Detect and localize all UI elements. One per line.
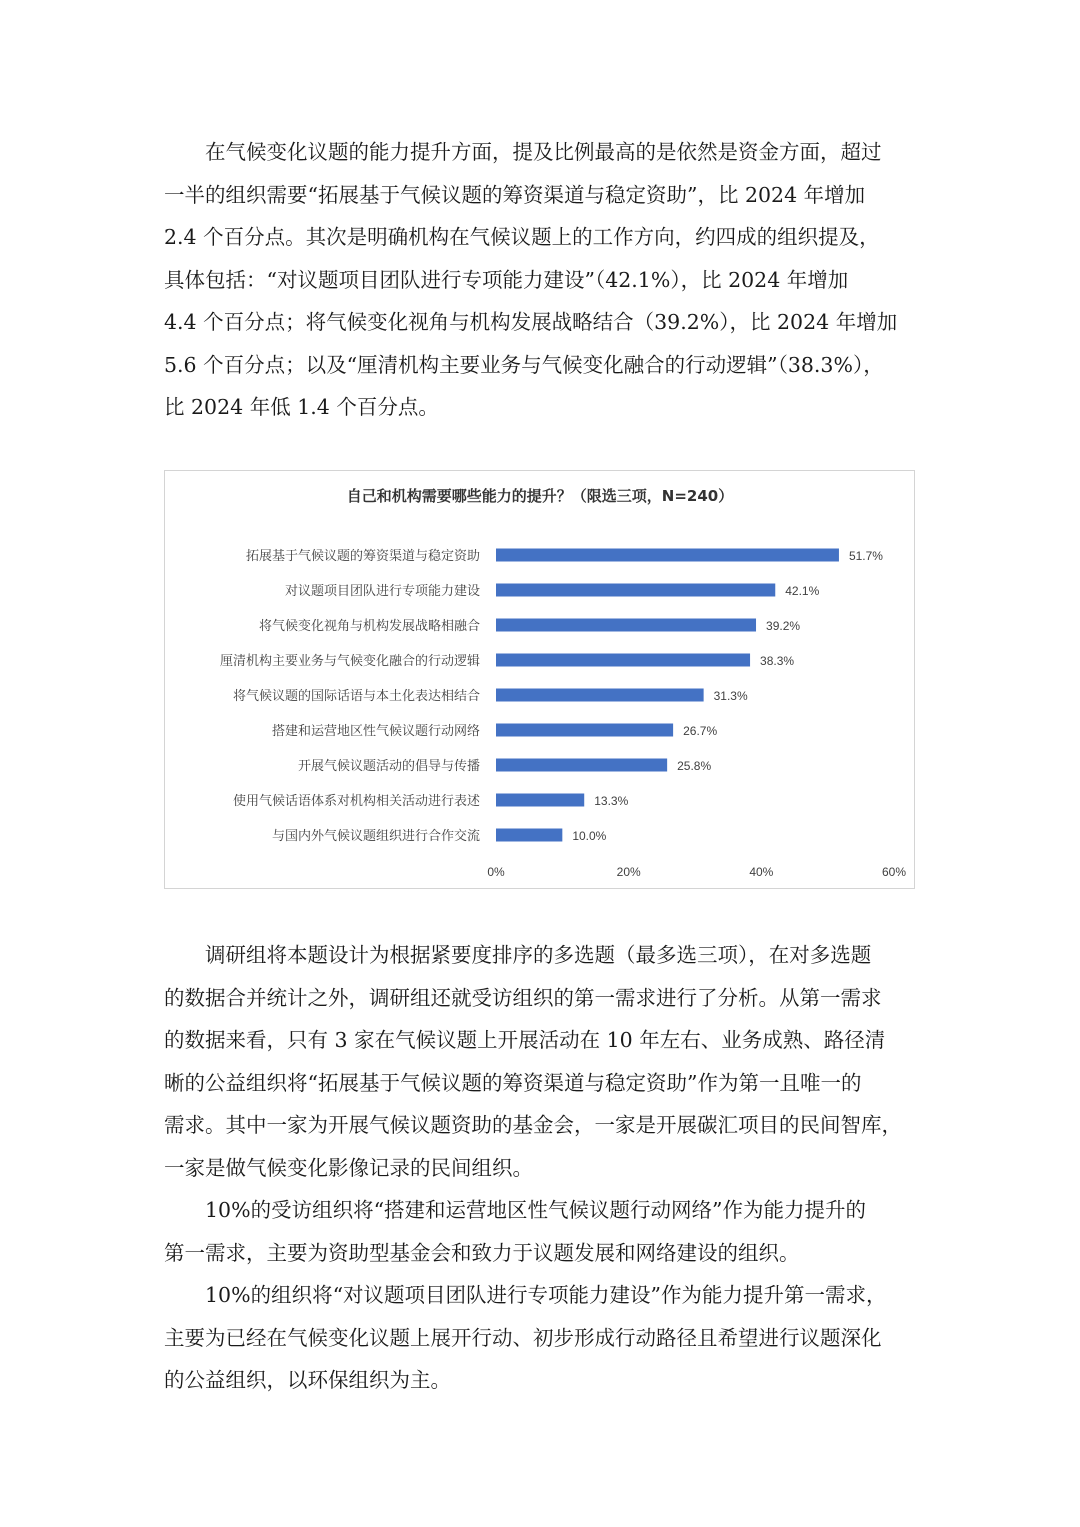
bar-chart-container [164,470,915,889]
text-line: 5.6 个百分点；以及“厘清机构主要业务与气候变化融合的行动逻辑”（38.3%）， [164,352,884,377]
chart-title: 自己和机构需要哪些能力的提升？（限选三项，N=240） [346,487,734,505]
bar [496,549,839,562]
value-label: 13.3% [594,794,629,808]
bar [496,689,704,702]
category-label: 对议题项目团队进行专项能力建设 [284,584,480,599]
value-label: 10.0% [572,829,607,843]
text-line: 的数据来看，只有 3 家在气候议题上开展活动在 10 年左右、业务成熟、路径清 [164,1028,886,1052]
text-line: 第一需求，主要为资助型基金会和致力于议题发展和网络建设的组织。 [164,1240,800,1265]
value-label: 26.7% [683,724,718,738]
category-label: 搭建和运营地区性气候议题行动网络 [271,724,480,739]
text-line: 具体包括：“对议题项目团队进行专项能力建设”（42.1%），比 2024 年增加 [164,267,849,292]
text-line: 一家是做气候变化影像记录的民间组织。 [164,1155,533,1180]
text-line: 调研组将本题设计为根据紧要度排序的多选题（最多选三项），在对多选题 [164,943,872,967]
text-line: 需求。其中一家为开展气候议题资助的基金会，一家是开展碳汇项目的民间智库， [164,1113,902,1137]
x-tick-label: 60% [881,865,907,879]
text-line: 比 2024 年低 1.4 个百分点。 [164,395,439,419]
bar [496,829,562,842]
value-label: 38.3% [760,654,795,668]
category-label: 开展气候议题活动的倡导与传播 [297,759,480,774]
category-label: 厘清机构主要业务与气候变化融合的行动逻辑 [219,654,480,669]
paragraph-network-need [164,1189,916,1274]
text-line: 的公益组织，以环保组织为主。 [164,1368,451,1392]
value-label: 31.3% [713,689,748,703]
text-line: 在气候变化议题的能力提升方面，提及比例最高的是依然是资金方面，超过 [164,140,882,164]
category-label: 拓展基于气候议题的筹资渠道与稳定资助 [245,549,480,564]
text-line: 10%的受访组织将“搭建和运营地区性气候议题行动网络”作为能力提升的 [164,1198,867,1222]
bar [496,619,756,632]
text-line: 主要为已经在气候变化议题上展开行动、初步形成行动路径且希望进行议题深化 [164,1325,882,1350]
x-tick-label: 40% [749,865,774,879]
bar [496,584,775,597]
value-label: 42.1% [785,584,820,598]
text-line: 一半的组织需要“拓展基于气候议题的筹资渠道与稳定资助”，比 2024 年增加 [164,182,866,207]
x-tick-label: 20% [616,865,641,879]
bar [496,724,673,737]
bars-layer [220,548,906,879]
bar-chart [165,471,916,890]
paragraph-first-need-analysis [164,934,916,1189]
category-label: 将气候议题的国际话语与本土化表达相结合 [232,689,480,704]
paragraph-team-capacity-need [164,1274,916,1402]
text-line: 4.4 个百分点；将气候变化视角与机构发展战略结合（39.2%），比 2024 年增加 [164,310,898,334]
text-line: 10%的组织将“对议题项目团队进行专项能力建设”作为能力提升第一需求， [164,1283,887,1307]
category-label: 与国内外气候议题组织进行合作交流 [271,829,480,844]
value-label: 51.7% [848,549,883,563]
bar [496,654,750,667]
value-label: 25.8% [677,759,712,773]
bar [496,794,584,807]
text-line: 的数据合并统计之外，调研组还就受访组织的第一需求进行了分析。从第一需求 [164,985,882,1010]
category-label: 使用气候话语体系对机构相关活动进行表述 [232,794,480,809]
value-label: 39.2% [766,619,801,633]
bar [496,759,667,772]
x-tick-label: 0% [487,865,505,879]
category-label: 将气候变化视角与机构发展战略相融合 [258,619,480,634]
paragraph-capacity-intro [164,131,916,429]
text-line: 2.4 个百分点。其次是明确机构在气候议题上的工作方向，约四成的组织提及， [164,225,880,249]
text-line: 晰的公益组织将“拓展基于气候议题的筹资渠道与稳定资助”作为第一且唯一的 [164,1070,862,1095]
